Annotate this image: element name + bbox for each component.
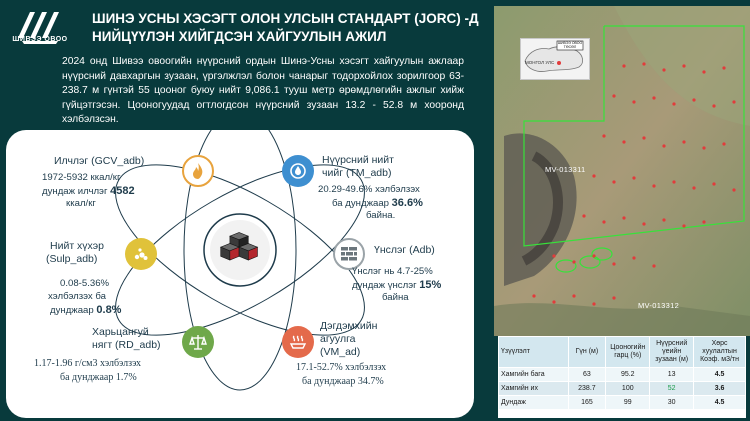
rd-title-line2: нягт (RD_adb) (92, 339, 161, 351)
cell-recovery: 100 (606, 382, 650, 396)
vm-average: ба дунджаар 34.7% (302, 376, 384, 387)
row-label: Хамгийн их (499, 382, 569, 396)
mini-map-label: МОНГОЛ УЛС (525, 60, 555, 65)
cell-stripping: 3.6 (694, 382, 746, 396)
vm-title-line3: (VM_ad) (320, 346, 361, 358)
tm-icon-badge (282, 155, 314, 187)
tm-average-line (332, 197, 462, 211)
vapor-icon (288, 332, 308, 352)
intro-paragraph: 2024 онд Шивээ овоогийн нүүрсний ордын Шинэ-Усны хэсэгт хайгуулын ажлаар нүүрсний давхаргын зузаан, үргэлжлэл болон чанарыг тодорхойлох зорилгоор 63-238.7 м гүнтэй 55 цооног буюу нийт 9,086.1 тууш метр өрөмдлөгийн ажлыг хийж гүйцэтгэсэн. Цооногуудад огтлогдсон нүүрсний зузаан 13.2 - 52.8 м хооронд хэлбэлзсэн. (62, 56, 464, 125)
rd-range: 1.17-1.96 г/см3 хэлбэлзэх (34, 358, 141, 369)
flame-icon (188, 161, 208, 181)
cell-thickness: 30 (650, 396, 694, 410)
row-label: Дундаж (499, 396, 569, 410)
cell-thickness: 52 (650, 382, 694, 396)
sulp-line2: хэлбэлзэх ба (48, 291, 107, 302)
table-header-row (499, 337, 746, 368)
tm-title-line2: чийг (TM_adb) (322, 167, 392, 179)
tm-average-value: 36.6% (391, 197, 423, 209)
logo-left-text: ШИВЭЭ ОВОО (12, 36, 68, 43)
col-depth: Гүн (м) (568, 337, 606, 368)
cell-stripping: 4.5 (694, 396, 746, 410)
col-stripping: Хөрс хуулалтын Коэф. м3/тн (694, 337, 746, 368)
tm-title-line1: Нүүрсний нийт (322, 154, 394, 166)
cell-depth: 238.7 (568, 382, 606, 396)
ash-range: Үнслэг нь 4.7-25% (352, 266, 433, 277)
sulp-range: 0.08-5.36% (60, 278, 110, 289)
gcv-average-label: дундаж илчлэг (42, 186, 108, 197)
cell-recovery: 99 (606, 396, 650, 410)
rd-icon-badge (182, 326, 214, 358)
table-row (499, 368, 746, 382)
cell-thickness: 13 (650, 368, 694, 382)
sulp-average-value: 0.8% (96, 304, 122, 316)
tm-suffix: байна. (366, 210, 396, 221)
row-label: Хамгийн бага (499, 368, 569, 382)
brick-wall-icon (339, 244, 359, 264)
gcv-unit: ккал/кг (66, 198, 96, 209)
ash-average-value: 15% (419, 279, 442, 291)
powder-icon (131, 244, 151, 264)
gcv-title: Илчлэг (GCV_adb) (54, 155, 145, 167)
tm-range: 20.29-49.6% хэлбэлзэх (318, 184, 420, 195)
cell-recovery: 95.2 (606, 368, 650, 382)
drilling-stats-table (498, 336, 746, 418)
sulp-title-line1: Нийт хүхэр (50, 240, 104, 252)
cell-depth: 165 (568, 396, 606, 410)
gcv-icon-badge (182, 155, 214, 187)
vm-title-line1: Дэгдэмхийн (320, 320, 378, 332)
scale-icon (188, 332, 208, 352)
license-label-1: MV-013311 (545, 165, 586, 174)
col-recovery: Цооногийн гарц (%) (606, 337, 650, 368)
tm-average-label: ба дунджаар (332, 198, 389, 209)
gcv-average-value: 4582 (110, 185, 135, 197)
ash-average-line (352, 279, 468, 293)
ash-suffix: байна (382, 292, 409, 303)
rd-title-line1: Харьцангуй (92, 326, 149, 338)
table-row (499, 396, 746, 410)
cell-stripping: 4.5 (694, 368, 746, 382)
col-indicator: Үзүүлэлт (499, 337, 569, 368)
coal-cubes-icon (217, 230, 263, 268)
table-row (499, 382, 746, 396)
gcv-range: 1972-5932 ккал/кг (42, 172, 121, 183)
page-title: ШИНЭ УСНЫ ХЭСЭГТ ОЛОН УЛСЫН СТАНДАРТ (JORC) -Д НИЙЦҮҮЛЭН ХИЙГДСЭН ХАЙГУУЛЫН АЖИЛ (92, 11, 479, 44)
sulp-average-label: дунджаар (50, 305, 94, 316)
vm-title-line2: агуулга (320, 333, 356, 345)
ash-average-label: дундаж үнслэг (352, 280, 417, 291)
vm-icon-badge (282, 326, 314, 358)
col-thickness: Нүүрсний үеийн зузаан (м) (650, 337, 694, 368)
location-inset-map (520, 38, 590, 80)
mini-map-badge: ШИВЭЭ ОВОО ТӨСӨЛ (557, 41, 583, 50)
sulp-title-line2: (Sulp_adb) (46, 253, 98, 265)
cell-depth: 63 (568, 368, 606, 382)
rd-average: ба дунджаар 1.7% (60, 372, 137, 383)
coal-quality-panel (6, 130, 474, 418)
moisture-gauge-icon (288, 161, 308, 181)
gcv-average-line (42, 185, 182, 199)
vm-range: 17.1-52.7% хэлбэлзэх (296, 362, 387, 373)
license-label-2: MV-013312 (638, 301, 680, 310)
ash-title: Үнслэг (Adb) (374, 244, 435, 256)
sulp-average-line (50, 304, 140, 318)
